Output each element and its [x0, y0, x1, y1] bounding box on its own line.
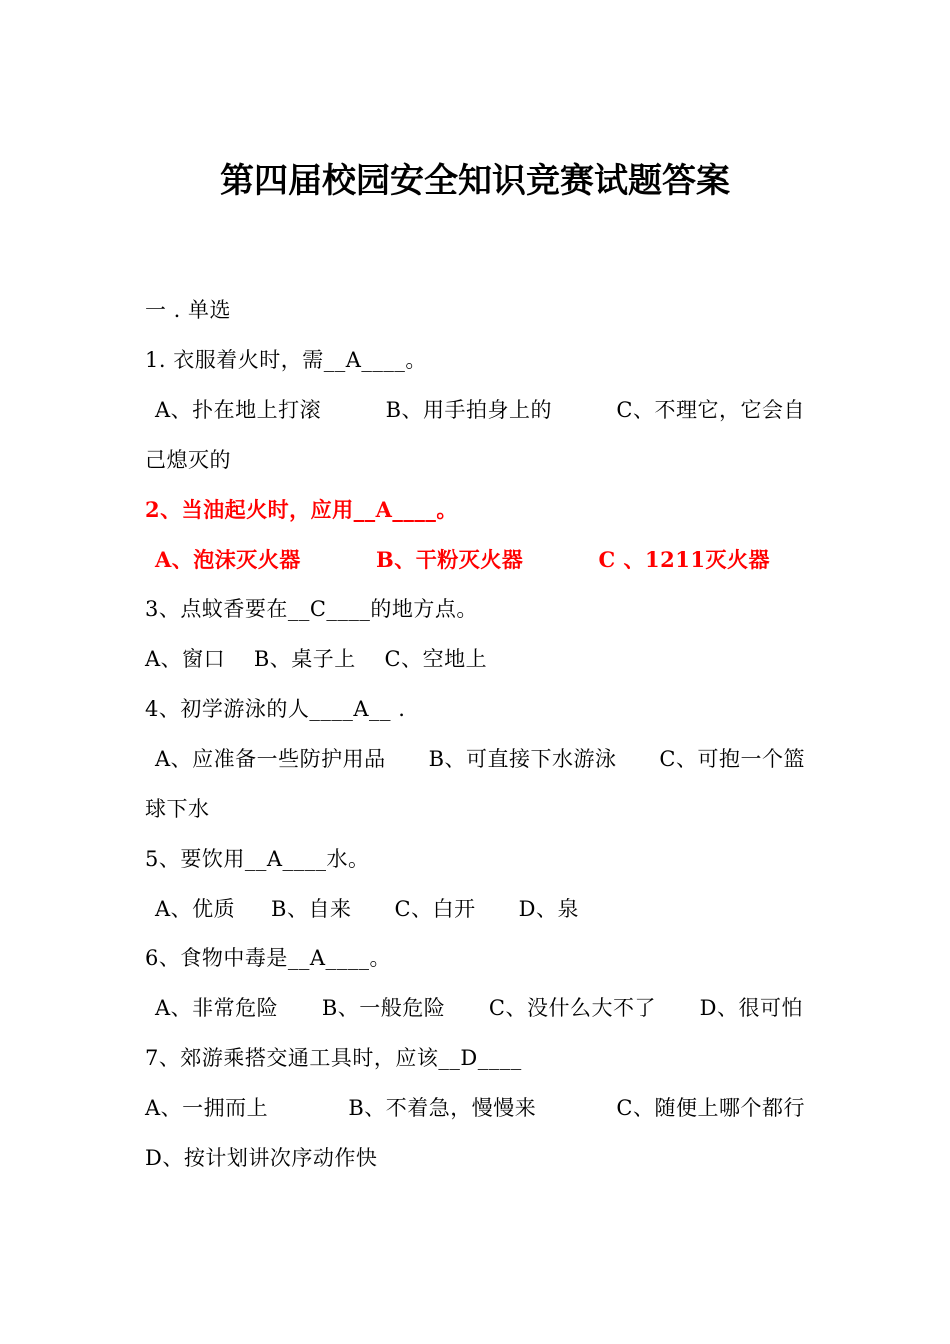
question-2-options	[155, 545, 770, 575]
q1-option-b: B、用手拍身上的	[385, 398, 553, 422]
q6-option-b: B、一般危险	[321, 996, 446, 1020]
q7-option-b: B、不着急，慢慢来	[348, 1096, 537, 1120]
q7-option-c: C、随便上哪个都行	[616, 1096, 805, 1120]
question-7: 7、郊游乘搭交通工具时，应该__D____	[145, 1046, 522, 1070]
q1-option-a: A、扑在地上打滚	[155, 398, 322, 422]
q2-option-a: A、泡沫灭火器	[155, 547, 301, 572]
question-5: 5、要饮用__A____水。	[145, 847, 370, 871]
question-4-options	[155, 744, 805, 774]
question-4: 4、初学游泳的人____A__ .	[145, 697, 406, 721]
question-5-options: A、优质 B、自来 C、白开 D、泉	[155, 897, 579, 921]
q2-option-b: B、干粉灭火器	[376, 547, 524, 572]
q4-option-a: A、应准备一些防护用品	[155, 747, 386, 771]
section-heading: 一 . 单选	[145, 298, 232, 322]
question-1: 1. 衣服着火时，需__A____。	[145, 348, 427, 372]
q4-option-c-continued: 球下水	[145, 797, 210, 821]
question-6: 6、食物中毒是__A____。	[145, 946, 392, 970]
q2-option-c: C 、1211灭火器	[598, 547, 770, 572]
q1-option-c: C、不理它，它会自	[616, 398, 805, 422]
question-6-options	[155, 993, 803, 1023]
q4-option-b: B、可直接下水游泳	[428, 747, 617, 771]
question-2: 2、当油起火时，应用__A____。	[145, 497, 458, 522]
question-1-options	[155, 395, 805, 425]
page-title: 第四届校园安全知识竞赛试题答案	[220, 161, 730, 201]
q7-option-d: D、按计划讲次序动作快	[145, 1146, 378, 1170]
q4-option-c: C、可抱一个篮	[659, 747, 805, 771]
q1-option-c-continued: 己熄灭的	[145, 448, 231, 472]
q6-option-c: C、没什么大不了	[488, 996, 656, 1020]
question-3-options: A、窗口 B、桌子上 C、空地上	[145, 647, 488, 671]
q6-option-d: D、很可怕	[699, 996, 803, 1020]
q7-option-a: A、一拥而上	[145, 1096, 269, 1120]
q6-option-a: A、非常危险	[155, 996, 279, 1020]
question-7-options	[145, 1093, 805, 1123]
question-3: 3、点蚊香要在__C____的地方点。	[145, 597, 478, 621]
